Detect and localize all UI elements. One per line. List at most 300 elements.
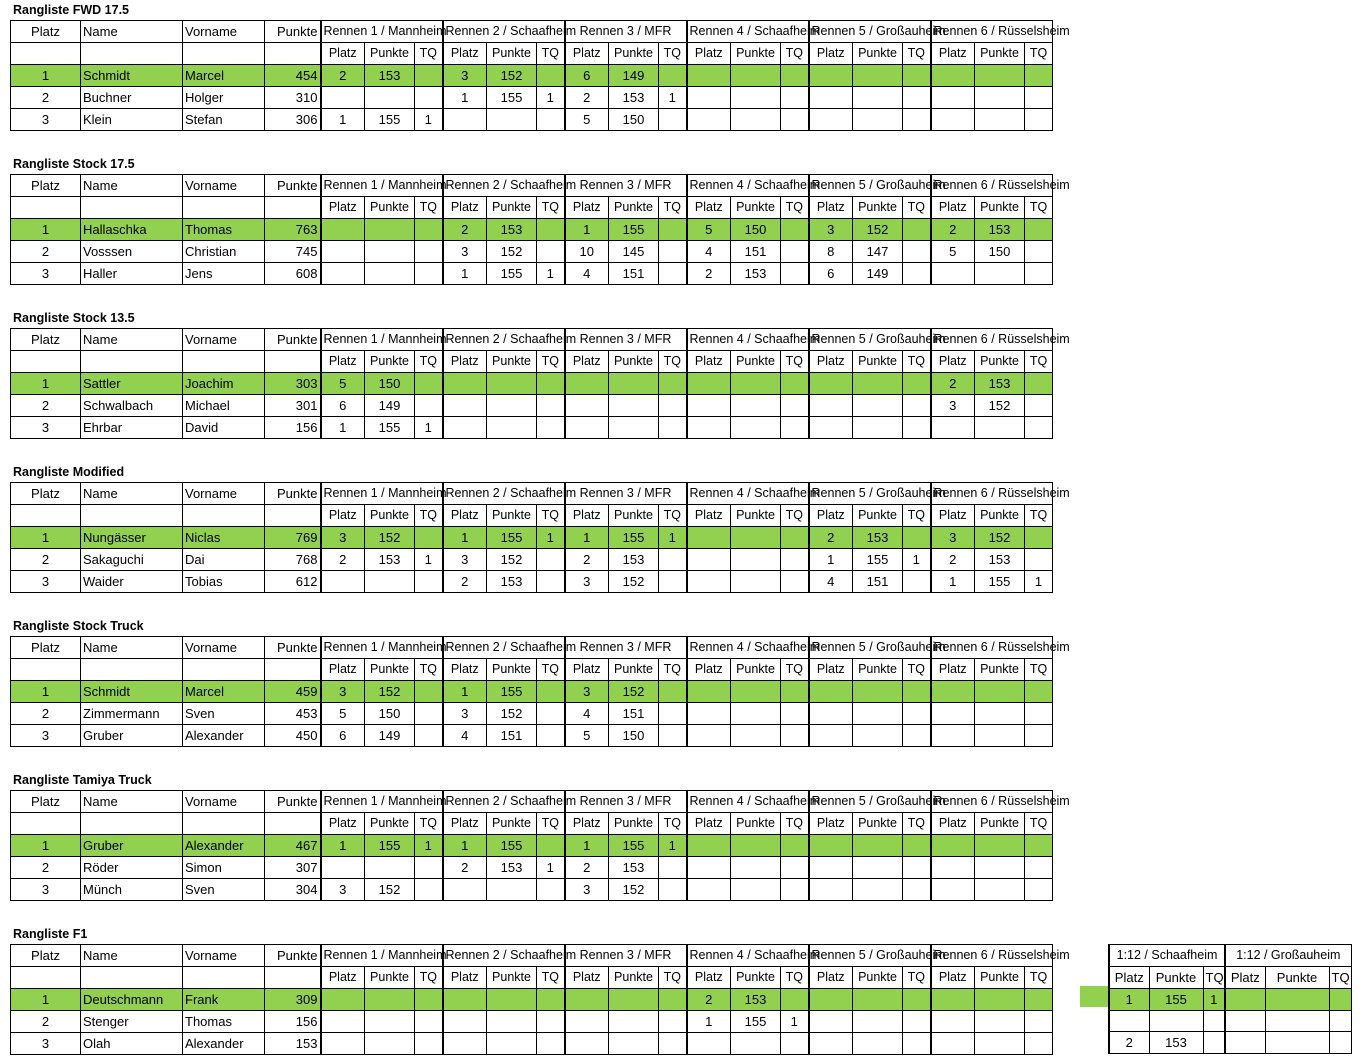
- race-punkte: [731, 395, 781, 417]
- race-punkte: [1265, 989, 1329, 1011]
- race-platz: 2: [443, 571, 487, 593]
- cell-punkte: 612: [265, 571, 321, 593]
- ranking-table: [10, 790, 1070, 901]
- cell-name: Gruber: [81, 725, 183, 747]
- race-platz: [931, 65, 975, 87]
- race-punkte: [731, 857, 781, 879]
- race-tq: [1203, 1032, 1225, 1054]
- race-punkte: [365, 571, 415, 593]
- extra-table: [1108, 944, 1352, 1054]
- race-tq: [659, 241, 687, 263]
- cell-name: Münch: [81, 879, 183, 901]
- race-platz: [687, 857, 731, 879]
- cell-name: Schmidt: [81, 65, 183, 87]
- subheader-empty: [81, 659, 183, 681]
- subheader-tq: TQ: [415, 967, 443, 989]
- race-punkte: [975, 879, 1025, 901]
- subheader-empty: [81, 43, 183, 65]
- race-punkte: 153: [975, 373, 1025, 395]
- race-platz: [809, 725, 853, 747]
- cell-platz: 1: [11, 527, 81, 549]
- cell-platz: 2: [11, 395, 81, 417]
- race-punkte: [365, 87, 415, 109]
- race-tq: 1: [415, 109, 443, 131]
- race-punkte: 153: [609, 549, 659, 571]
- race-punkte: [731, 571, 781, 593]
- race-platz: 4: [565, 703, 609, 725]
- table-row: [11, 725, 1053, 747]
- cell-punkte: 453: [265, 703, 321, 725]
- race-punkte: 153: [487, 857, 537, 879]
- race-punkte: 155: [609, 527, 659, 549]
- subheader-tq: TQ: [537, 659, 565, 681]
- race-tq: [903, 879, 931, 901]
- race-platz: [321, 263, 365, 285]
- cell-vorname: Simon: [183, 857, 265, 879]
- race-platz: 6: [321, 395, 365, 417]
- race-platz: 1: [443, 681, 487, 703]
- race-punkte: [487, 395, 537, 417]
- subheader-tq: TQ: [1203, 967, 1225, 989]
- cell-platz: 3: [11, 1033, 81, 1055]
- subheader-platz: Platz: [443, 351, 487, 373]
- race-platz: [687, 87, 731, 109]
- race-platz: 1: [565, 219, 609, 241]
- race-punkte: 151: [609, 703, 659, 725]
- race-punkte: 155: [853, 549, 903, 571]
- race-platz: 3: [565, 571, 609, 593]
- race-tq: [537, 241, 565, 263]
- race-punkte: [853, 857, 903, 879]
- race-platz: 6: [321, 725, 365, 747]
- section-title: Rangliste Stock 13.5: [13, 311, 135, 325]
- header-race: Rennen 1 / Mannheim: [321, 483, 443, 505]
- race-platz: 1: [565, 527, 609, 549]
- race-platz: 6: [565, 65, 609, 87]
- header-race: Rennen 4 / Schaafheim: [687, 483, 809, 505]
- race-punkte: 153: [731, 263, 781, 285]
- race-punkte: 145: [609, 241, 659, 263]
- race-tq: [659, 703, 687, 725]
- highlight-bridge: [1080, 986, 1108, 1007]
- subheader-tq: TQ: [537, 505, 565, 527]
- header-race: Rennen 5 / Großauheim: [809, 175, 931, 197]
- race-tq: [1025, 263, 1053, 285]
- race-platz: [809, 1033, 853, 1055]
- subheader-punkte: Punkte: [487, 43, 537, 65]
- header-name: Name: [81, 21, 183, 43]
- subheader-tq: TQ: [537, 967, 565, 989]
- race-platz: 2: [321, 65, 365, 87]
- subheader-tq: TQ: [903, 351, 931, 373]
- cell-platz: 1: [11, 373, 81, 395]
- header-punkte: Punkte: [265, 945, 321, 967]
- header-platz: Platz: [11, 483, 81, 505]
- race-platz: [1225, 1032, 1265, 1054]
- race-tq: [1025, 373, 1053, 395]
- subheader-platz: Platz: [443, 43, 487, 65]
- subheader-platz: Platz: [809, 659, 853, 681]
- header-platz: Platz: [11, 791, 81, 813]
- race-punkte: 155: [609, 835, 659, 857]
- subheader-platz: Platz: [443, 659, 487, 681]
- subheader-platz: Platz: [931, 197, 975, 219]
- race-platz: [687, 879, 731, 901]
- subheader-punkte: Punkte: [853, 813, 903, 835]
- subheader-punkte: Punkte: [487, 659, 537, 681]
- race-platz: 2: [565, 549, 609, 571]
- subheader-punkte: Punkte: [487, 197, 537, 219]
- cell-name: Deutschmann: [81, 989, 183, 1011]
- race-tq: [1025, 835, 1053, 857]
- header-race: Rennen 5 / Großauheim: [809, 329, 931, 351]
- ranking-table: [10, 636, 1070, 747]
- subheader-row: [11, 659, 1053, 681]
- subheader-tq: TQ: [415, 813, 443, 835]
- race-platz: [443, 109, 487, 131]
- cell-punkte: 768: [265, 549, 321, 571]
- race-punkte: [853, 373, 903, 395]
- race-tq: [781, 681, 809, 703]
- race-platz: 3: [443, 703, 487, 725]
- subheader-punkte: Punkte: [609, 659, 659, 681]
- race-platz: 2: [565, 857, 609, 879]
- race-platz: [321, 219, 365, 241]
- header-race: Rennen 6 / Rüsselsheim: [931, 483, 1053, 505]
- subheader-tq: TQ: [1025, 43, 1053, 65]
- subheader-platz: Platz: [443, 813, 487, 835]
- race-tq: [903, 263, 931, 285]
- header-race: Rennen 3 / MFR: [565, 637, 687, 659]
- subheader-tq: TQ: [537, 351, 565, 373]
- subheader-platz: Platz: [321, 351, 365, 373]
- race-punkte: [365, 989, 415, 1011]
- cell-name: Zimmermann: [81, 703, 183, 725]
- race-tq: [415, 571, 443, 593]
- race-platz: [931, 989, 975, 1011]
- subheader-punkte: Punkte: [731, 967, 781, 989]
- race-tq: [537, 417, 565, 439]
- table-row: [11, 373, 1053, 395]
- cell-platz: 1: [11, 219, 81, 241]
- subheader-row: [11, 351, 1053, 373]
- subheader-punkte: Punkte: [487, 351, 537, 373]
- race-platz: 3: [443, 65, 487, 87]
- race-tq: [903, 109, 931, 131]
- race-tq: [415, 857, 443, 879]
- subheader-platz: Platz: [443, 505, 487, 527]
- header-platz: Platz: [11, 329, 81, 351]
- race-platz: 1: [687, 1011, 731, 1033]
- subheader-tq: TQ: [659, 813, 687, 835]
- subheader-platz: Platz: [809, 813, 853, 835]
- race-platz: [931, 857, 975, 879]
- header-race: Rennen 3 / MFR: [565, 21, 687, 43]
- cell-punkte: 306: [265, 109, 321, 131]
- table-row: [11, 1011, 1053, 1033]
- race-tq: [537, 109, 565, 131]
- race-punkte: 155: [975, 571, 1025, 593]
- subheader-punkte: Punkte: [853, 197, 903, 219]
- subheader-platz: Platz: [565, 351, 609, 373]
- race-punkte: 155: [487, 87, 537, 109]
- cell-vorname: Sven: [183, 879, 265, 901]
- race-tq: [1025, 109, 1053, 131]
- cell-punkte: 608: [265, 263, 321, 285]
- race-tq: [1025, 703, 1053, 725]
- cell-platz: 3: [11, 879, 81, 901]
- cell-punkte: 454: [265, 65, 321, 87]
- race-tq: [537, 65, 565, 87]
- subheader-platz: Platz: [809, 43, 853, 65]
- table-row: [11, 417, 1053, 439]
- subheader-punkte: Punkte: [731, 659, 781, 681]
- header-vorname: Vorname: [183, 21, 265, 43]
- race-platz: 3: [321, 681, 365, 703]
- race-punkte: [731, 681, 781, 703]
- header-race: Rennen 3 / MFR: [565, 175, 687, 197]
- header-vorname: Vorname: [183, 483, 265, 505]
- header-vorname: Vorname: [183, 637, 265, 659]
- section-title: Rangliste FWD 17.5: [13, 3, 129, 17]
- race-punkte: [487, 989, 537, 1011]
- race-tq: [415, 725, 443, 747]
- race-tq: [781, 395, 809, 417]
- cell-platz: 2: [11, 87, 81, 109]
- subheader-empty: [11, 43, 81, 65]
- race-punkte: 155: [487, 263, 537, 285]
- header-race: Rennen 6 / Rüsselsheim: [931, 329, 1053, 351]
- race-tq: [659, 1011, 687, 1033]
- subheader-platz: Platz: [809, 197, 853, 219]
- race-tq: [659, 219, 687, 241]
- header-race: Rennen 6 / Rüsselsheim: [931, 791, 1053, 813]
- race-platz: 2: [931, 219, 975, 241]
- race-platz: [809, 703, 853, 725]
- cell-vorname: Joachim: [183, 373, 265, 395]
- race-tq: [659, 857, 687, 879]
- race-punkte: [609, 417, 659, 439]
- cell-name: Stenger: [81, 1011, 183, 1033]
- race-punkte: [487, 417, 537, 439]
- cell-punkte: 153: [265, 1033, 321, 1055]
- race-tq: [659, 65, 687, 87]
- subheader-empty: [183, 813, 265, 835]
- race-tq: [781, 417, 809, 439]
- race-tq: [1025, 549, 1053, 571]
- race-platz: [809, 395, 853, 417]
- header-vorname: Vorname: [183, 329, 265, 351]
- header-row: [1109, 945, 1351, 967]
- race-tq: [903, 857, 931, 879]
- race-tq: [537, 681, 565, 703]
- cell-name: Haller: [81, 263, 183, 285]
- subheader-tq: TQ: [903, 659, 931, 681]
- race-punkte: 149: [609, 65, 659, 87]
- subheader-tq: TQ: [1025, 351, 1053, 373]
- race-punkte: 152: [609, 571, 659, 593]
- subheader-tq: TQ: [415, 659, 443, 681]
- ranking-table: [10, 944, 1070, 1055]
- race-platz: [809, 65, 853, 87]
- race-tq: 1: [537, 527, 565, 549]
- subheader-punkte: Punkte: [609, 967, 659, 989]
- subheader-tq: TQ: [903, 43, 931, 65]
- cell-punkte: 303: [265, 373, 321, 395]
- subheader-punkte: Punkte: [975, 43, 1025, 65]
- race-platz: [321, 1011, 365, 1033]
- table-row: [11, 681, 1053, 703]
- race-tq: [781, 65, 809, 87]
- ranking-table: [10, 20, 1070, 131]
- subheader-platz: Platz: [809, 967, 853, 989]
- race-punkte: 153: [1149, 1032, 1203, 1054]
- race-platz: [931, 703, 975, 725]
- subheader-tq: TQ: [1025, 967, 1053, 989]
- race-platz: [687, 725, 731, 747]
- race-punkte: 150: [975, 241, 1025, 263]
- race-tq: [537, 1033, 565, 1055]
- race-tq: [903, 87, 931, 109]
- subheader-empty: [11, 197, 81, 219]
- race-platz: [931, 725, 975, 747]
- header-name: Name: [81, 329, 183, 351]
- race-punkte: [853, 989, 903, 1011]
- race-tq: [659, 681, 687, 703]
- table-row: [11, 571, 1053, 593]
- subheader-punkte: Punkte: [609, 505, 659, 527]
- race-punkte: [731, 703, 781, 725]
- header-platz: Platz: [11, 945, 81, 967]
- race-platz: 6: [809, 263, 853, 285]
- subheader-tq: TQ: [415, 351, 443, 373]
- subheader-empty: [183, 659, 265, 681]
- race-tq: 1: [1203, 989, 1225, 1011]
- race-tq: [903, 725, 931, 747]
- race-platz: 4: [687, 241, 731, 263]
- cell-punkte: 309: [265, 989, 321, 1011]
- race-punkte: [731, 725, 781, 747]
- subheader-tq: TQ: [1025, 813, 1053, 835]
- cell-vorname: Marcel: [183, 681, 265, 703]
- race-tq: [415, 989, 443, 1011]
- race-tq: [1329, 1011, 1351, 1032]
- subheader-platz: Platz: [809, 505, 853, 527]
- race-tq: [537, 703, 565, 725]
- race-tq: [903, 373, 931, 395]
- subheader-punkte: Punkte: [975, 197, 1025, 219]
- subheader-empty: [183, 43, 265, 65]
- cell-name: Gruber: [81, 835, 183, 857]
- subheader-tq: TQ: [659, 659, 687, 681]
- race-punkte: [731, 373, 781, 395]
- race-platz: 3: [443, 241, 487, 263]
- header-race: Rennen 1 / Mannheim: [321, 175, 443, 197]
- subheader-platz: Platz: [687, 351, 731, 373]
- subheader-platz: Platz: [565, 43, 609, 65]
- subheader-tq: TQ: [1025, 659, 1053, 681]
- race-platz: [443, 395, 487, 417]
- race-platz: [321, 241, 365, 263]
- race-platz: [443, 1011, 487, 1033]
- race-platz: 2: [687, 989, 731, 1011]
- race-punkte: [975, 1011, 1025, 1033]
- subheader-tq: TQ: [781, 351, 809, 373]
- subheader-empty: [81, 505, 183, 527]
- race-platz: 1: [443, 527, 487, 549]
- subheader-platz: Platz: [687, 813, 731, 835]
- race-punkte: 150: [731, 219, 781, 241]
- race-tq: [415, 1033, 443, 1055]
- cell-vorname: Alexander: [183, 1033, 265, 1055]
- race-platz: [687, 417, 731, 439]
- race-punkte: 153: [365, 65, 415, 87]
- subheader-tq: TQ: [415, 197, 443, 219]
- cell-vorname: Tobias: [183, 571, 265, 593]
- race-tq: [903, 1011, 931, 1033]
- race-tq: [537, 549, 565, 571]
- race-punkte: [975, 109, 1025, 131]
- race-platz: 3: [321, 527, 365, 549]
- race-tq: [781, 87, 809, 109]
- header-race: Rennen 2 / Schaafheim: [443, 175, 565, 197]
- race-punkte: [731, 879, 781, 901]
- header-race: Rennen 6 / Rüsselsheim: [931, 175, 1053, 197]
- cell-platz: 3: [11, 725, 81, 747]
- cell-punkte: 450: [265, 725, 321, 747]
- header-race: Rennen 1 / Mannheim: [321, 329, 443, 351]
- race-punkte: 155: [365, 109, 415, 131]
- subheader-punkte: Punkte: [975, 659, 1025, 681]
- race-tq: [1025, 527, 1053, 549]
- race-punkte: 147: [853, 241, 903, 263]
- race-punkte: [609, 395, 659, 417]
- race-tq: [781, 241, 809, 263]
- subheader-platz: Platz: [321, 197, 365, 219]
- race-punkte: [731, 527, 781, 549]
- subheader-punkte: Punkte: [731, 505, 781, 527]
- ranking-table: [10, 482, 1070, 593]
- subheader-punkte: Punkte: [609, 43, 659, 65]
- race-punkte: [487, 373, 537, 395]
- subheader-tq: TQ: [659, 197, 687, 219]
- cell-name: Schmidt: [81, 681, 183, 703]
- subheader-punkte: Punkte: [365, 813, 415, 835]
- race-platz: [931, 109, 975, 131]
- subheader-platz: Platz: [443, 197, 487, 219]
- cell-name: Klein: [81, 109, 183, 131]
- race-punkte: [853, 109, 903, 131]
- race-tq: [1025, 857, 1053, 879]
- race-platz: [321, 1033, 365, 1055]
- race-platz: 1: [809, 549, 853, 571]
- subheader-platz: Platz: [443, 967, 487, 989]
- subheader-punkte: Punkte: [853, 505, 903, 527]
- cell-platz: 3: [11, 417, 81, 439]
- race-platz: 2: [443, 857, 487, 879]
- subheader-punkte: Punkte: [1265, 967, 1329, 989]
- race-punkte: [731, 835, 781, 857]
- cell-punkte: 745: [265, 241, 321, 263]
- race-tq: 1: [415, 417, 443, 439]
- cell-name: Vosssen: [81, 241, 183, 263]
- subheader-punkte: Punkte: [365, 351, 415, 373]
- race-platz: [687, 703, 731, 725]
- race-punkte: 152: [487, 65, 537, 87]
- race-platz: [687, 681, 731, 703]
- subheader-tq: TQ: [537, 43, 565, 65]
- race-tq: [903, 571, 931, 593]
